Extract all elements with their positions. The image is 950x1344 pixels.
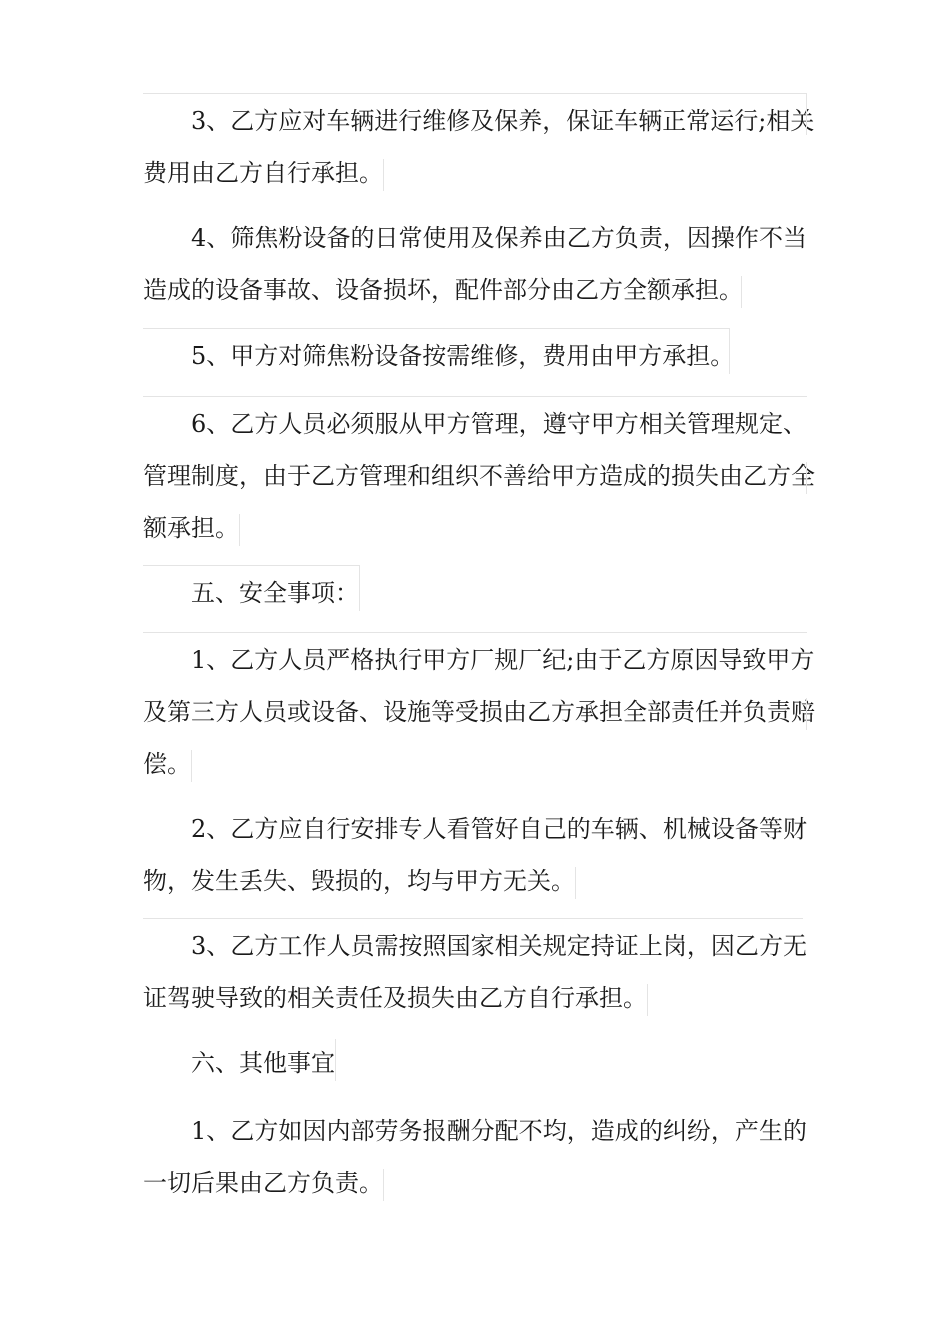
paragraph-line <box>143 1105 807 1157</box>
section-heading-text: 六、其他事宜 <box>191 1049 335 1077</box>
paragraph-text: 1、乙方如因内部劳务报酬分配不均，造成的纠纷，产生的 <box>191 1117 807 1145</box>
section-heading-safety <box>143 567 807 619</box>
paragraph-text: 一切后果由乙方负责。 <box>143 1169 383 1197</box>
paragraph-line <box>143 738 807 790</box>
paragraph-line <box>143 1037 807 1089</box>
paragraph-line <box>143 212 807 264</box>
paragraph-line <box>143 972 807 1024</box>
paragraph-line <box>143 1157 807 1209</box>
paragraph-line <box>143 686 815 738</box>
paragraph-line <box>143 95 815 147</box>
paragraph-property-custody <box>143 803 807 907</box>
paragraph-line <box>143 803 807 855</box>
section-heading-text: 五、安全事项： <box>191 579 359 607</box>
paragraph-text: 费用由乙方自行承担。 <box>143 159 383 187</box>
paragraph-equipment-repair <box>143 330 807 382</box>
paragraph-line <box>143 502 807 554</box>
paragraph-line <box>143 855 807 907</box>
paragraph-line <box>143 330 807 382</box>
paragraph-vehicle-maintenance <box>143 95 815 199</box>
paragraph-text: 及第三方人员或设备、设施等受损由乙方承担全部责任并负责赔 <box>143 698 815 726</box>
paragraph-factory-rules <box>143 634 815 790</box>
paragraph-line <box>143 567 807 619</box>
paragraph-equipment-use <box>143 212 807 316</box>
paragraph-text: 1、乙方人员严格执行甲方厂规厂纪;由于乙方原因导致甲方 <box>191 646 815 674</box>
paragraph-text: 3、乙方应对车辆进行维修及保养，保证车辆正常运行;相关 <box>191 107 815 135</box>
section-heading-other <box>143 1037 807 1089</box>
paragraph-line <box>143 398 807 450</box>
paragraph-line <box>143 147 807 199</box>
paragraph-line <box>143 634 815 686</box>
paragraph-certification <box>143 920 807 1024</box>
paragraph-remuneration-dispute <box>143 1105 807 1209</box>
paragraph-text: 6、乙方人员必须服从甲方管理，遵守甲方相关管理规定、 <box>191 410 807 438</box>
paragraph-line <box>143 264 807 316</box>
paragraph-line <box>143 920 807 972</box>
paragraph-text: 物，发生丢失、毁损的，均与甲方无关。 <box>143 867 575 895</box>
paragraph-text: 管理制度，由于乙方管理和组织不善给甲方造成的损失由乙方全 <box>143 462 815 490</box>
paragraph-text: 偿。 <box>143 750 191 778</box>
paragraph-text: 2、乙方应自行安排专人看管好自己的车辆、机械设备等财 <box>191 815 807 843</box>
paragraph-text: 额承担。 <box>143 514 239 542</box>
paragraph-text: 造成的设备事故、设备损坏，配件部分由乙方全额承担。 <box>143 276 743 304</box>
paragraph-text: 证驾驶导致的相关责任及损失由乙方自行承担。 <box>143 984 647 1012</box>
paragraph-management <box>143 398 815 554</box>
paragraph-text: 3、乙方工作人员需按照国家相关规定持证上岗，因乙方无 <box>191 932 807 960</box>
paragraph-text: 4、筛焦粉设备的日常使用及保养由乙方负责，因操作不当 <box>191 224 807 252</box>
paragraph-line <box>143 450 815 502</box>
paragraph-text: 5、甲方对筛焦粉设备按需维修，费用由甲方承担。 <box>191 342 735 370</box>
